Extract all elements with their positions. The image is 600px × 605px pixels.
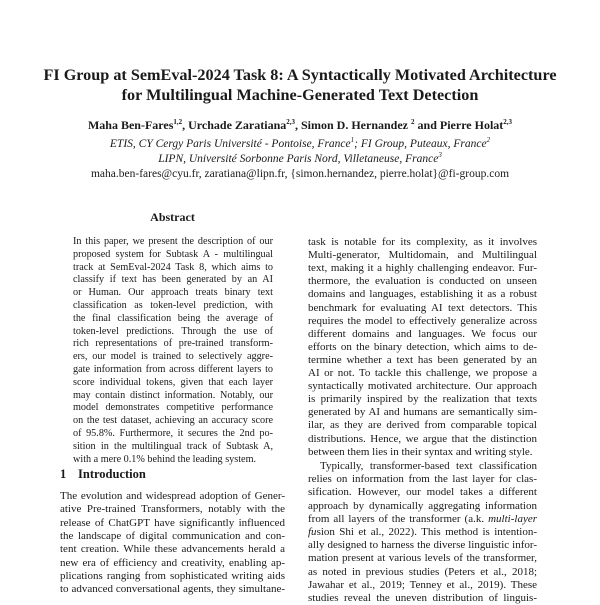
text-line: approach by dynamically aggregating information — [308, 499, 537, 512]
affiliation-mark: 1 — [350, 136, 355, 145]
text-line: from all layers of the transformer (a.k. multi-layer — [308, 512, 537, 525]
section-heading-introduction: Introduction — [78, 467, 146, 481]
text-line: efforts on the binary detection, which aims to de- — [308, 340, 537, 353]
text-line: model demonstrates competitive performance — [73, 402, 273, 414]
text-line: mation present at various levels of the transformer, — [308, 552, 537, 565]
text-line: AI or not. To tackle this challenge, we propose a — [308, 367, 537, 379]
text-line: Jawahar et al., 2019; Tenney et al., 2019). These — [308, 578, 537, 591]
text-line: new era of efficiency and creativity, enabling ap- — [60, 556, 285, 569]
author-list — [0, 118, 600, 132]
affiliation-line-2 — [0, 153, 600, 166]
text-line: classification as token-level prediction, with — [73, 300, 273, 311]
text-line: ally designed to harness the diverse linguistic infor- — [308, 539, 537, 552]
text-line: studies reveal the uneven distribution of linguis- — [308, 592, 537, 604]
text-line: generated by AI and humans are semantically sim- — [308, 406, 537, 419]
text-line: benchmark for evaluating AI text detectors. This — [308, 301, 537, 314]
text-line: as noted in previous studies (Peters et al., 2018; — [308, 565, 537, 578]
italic-term: multi-layer — [488, 512, 537, 525]
affiliation: ; FI Group, Puteaux, France — [354, 138, 487, 150]
author-affiliation-mark: 2,3 — [286, 118, 295, 126]
affiliation-mark: 3 — [438, 151, 442, 160]
affiliation-mark: 2 — [486, 136, 491, 145]
separator: , — [182, 118, 189, 132]
text-line: the final classification being the average of — [73, 312, 273, 324]
text-line: rich representations of pre-trained transform- — [73, 338, 273, 350]
text-line: fusion Shi et al., 2022). This method is intention- — [308, 526, 537, 538]
text-line: release of ChatGPT have significantly influenced — [60, 516, 285, 529]
text-line: termine whether a text has been generated by an — [308, 353, 537, 366]
abstract-heading: Abstract — [150, 210, 195, 224]
text-line: score individual tokens, given that each layer — [73, 376, 273, 388]
text-line: ilar, as they are derived from comparable topical — [308, 419, 537, 432]
text-line: requires the model to effectively generalize across — [308, 314, 537, 327]
text-line: of 95.8%. Furthermore, it secures the 2nd po- — [73, 428, 273, 439]
affiliation-line-1 — [0, 138, 600, 151]
text-line: The evolution and widespread adoption of Gener- — [60, 490, 285, 502]
author-name: Pierre Holat — [439, 118, 504, 132]
text-line: track at SemEval-2024 Task 8, which aims to — [73, 261, 273, 273]
text-line: is primarily inspired by the realization that texts — [308, 393, 537, 406]
text-line: classify if text has been generated by an AI — [73, 274, 273, 286]
italic-term: fu — [308, 526, 317, 538]
title-line-2: for Multilingual Machine-Generated Text Detection — [121, 86, 479, 104]
text-line: token-level predictions. Through the use of — [73, 325, 273, 337]
text-line: sition in the multilingual track of Subtask A, — [73, 440, 273, 452]
text-line: different domains and languages. We focus our — [308, 327, 537, 340]
section-number: 1 — [60, 467, 67, 481]
author-name: Maha Ben-Fares — [87, 118, 174, 132]
text-line: Multi-generator, Multidomain, and Multilingual — [308, 249, 537, 262]
author-name: Simon D. Hernandez — [301, 118, 409, 132]
text-line: ative Pre-trained Transformers, notably with the — [60, 503, 285, 516]
text-line: ers, our model is trained to selectively aggre- — [73, 351, 273, 363]
text-line: or Human. Our approach treats binary text — [73, 287, 273, 299]
text-line: Typically, transformer-based text classification — [320, 460, 537, 472]
text-line: In this paper, we present the description of our — [73, 236, 273, 247]
text-line: tent creation. While these advancements herald a — [60, 543, 285, 556]
author-emails: maha.ben-fares@cyu.fr, zaratiana@lipn.fr, {simon.hernandez, pierre.holat}@fi-group.com — [90, 168, 510, 180]
separator: , — [295, 118, 301, 132]
affiliation: ETIS, CY Cergy Paris Université - Pontoise, France — [109, 138, 351, 150]
text-line: proposed system for Subtask A - multilingual — [73, 248, 273, 260]
text-line: text, making it a highly challenging endeavor. Fur- — [308, 262, 537, 275]
author-affiliation-mark: 2 — [411, 118, 415, 126]
text-line: sification. However, our model takes a different — [308, 486, 537, 499]
separator: and — [414, 118, 440, 132]
text-line: thermore, the evaluation is conducted on unseen — [308, 275, 537, 288]
text-line: between them lies in their syntax and writing style. — [308, 445, 533, 458]
text-line: relies on information from the last layer for clas- — [308, 473, 537, 486]
text-line: may contain distinct information. Notably, our — [73, 389, 273, 401]
text-line: distributions. Hence, we argue that the distinction — [308, 432, 537, 445]
text-line: to advanced conversational agents, they simultane- — [60, 583, 285, 596]
text-line: gate information from across different layers to — [73, 364, 273, 375]
text-line: the landscape of digital communication and con- — [60, 529, 285, 542]
author-affiliation-mark: 2,3 — [503, 118, 513, 126]
text-line: with a mere 0.1% behind the leading system. — [73, 453, 257, 465]
author-affiliation-mark: 1,2 — [173, 118, 183, 126]
author-name: Urchade Zaratiana — [188, 118, 287, 132]
title-line-1: FI Group at SemEval-2024 Task 8: A Syntactically Motivated Architecture — [43, 66, 557, 84]
text-line: syntactically motivated architecture. Our approach — [308, 380, 537, 393]
text-line: task is notable for its complexity, as it involves — [308, 236, 537, 248]
text-line: plications ranging from sophisticated writing aids — [60, 569, 285, 582]
affiliation: LIPN, Université Sorbonne Paris Nord, Villetaneuse, France — [158, 153, 439, 165]
text-line: domains and languages, establishing it as a robust — [308, 288, 537, 301]
text-line: on the test dataset, achieving an accuracy score — [73, 415, 273, 427]
